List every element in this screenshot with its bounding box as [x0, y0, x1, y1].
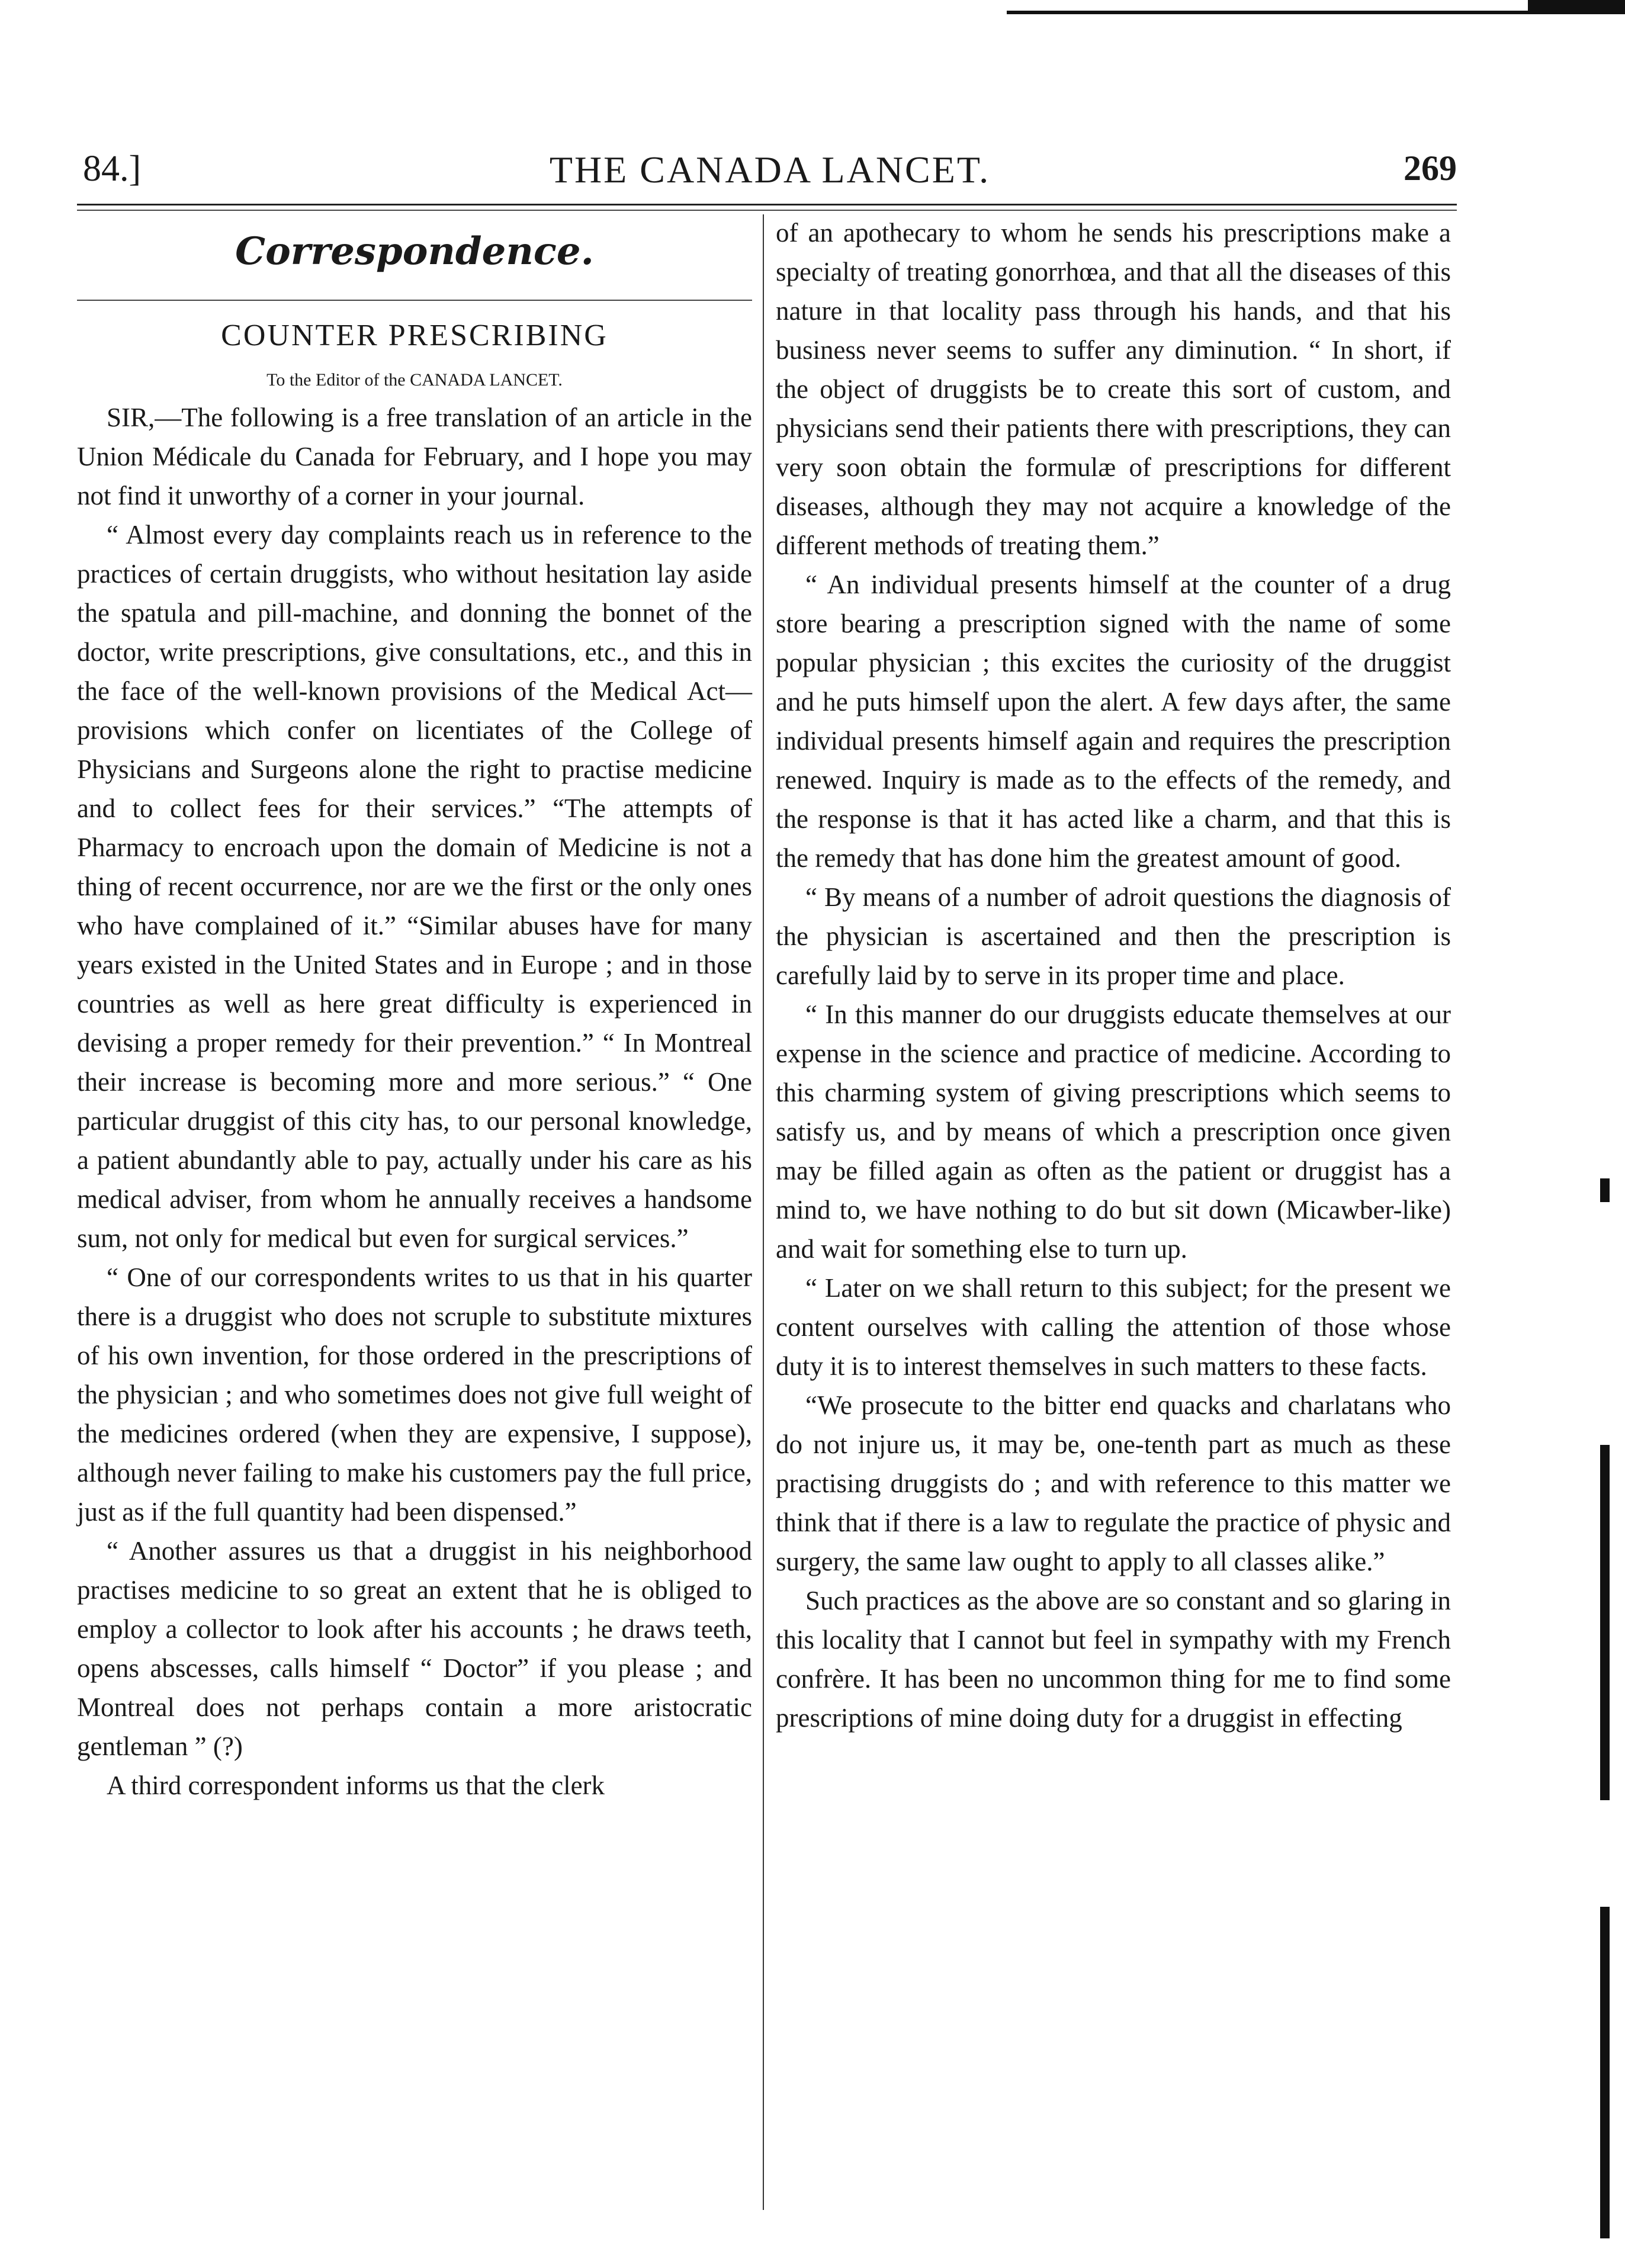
article-addressee: To the Editor of the CANADA LANCET.	[266, 370, 563, 390]
paragraph: “ An individual presents himself at the counter of a drug store bearing a prescription signed with the name of some popular physician ; this excites the curiosity of the druggist and he puts himself upon the alert. A few days after, the same individual presents himself again and requires the prescription renewed. Inquiry is made as to the effects of the remedy, and the response is that it has acted like a charm, and that this is the remedy that has done him the greatest amount of good.	[776, 570, 1451, 873]
scan-edge-mark	[1600, 1907, 1610, 2238]
right-column	[776, 213, 1451, 1737]
paragraph: “ Another assures us that a druggist in his neighborhood practises medicine to so great an extent that he is obliged to employ a collector to look after his accounts ; he draws teeth, opens abscesses, calls himself “ Doctor” if you please ; and Montreal does not perhaps contain a more aristocratic gentleman ” (?)	[77, 1536, 752, 1761]
left-column	[77, 213, 752, 1805]
scan-edge-mark	[1600, 1445, 1610, 1800]
article-title: COUNTER PRESCRIBING	[221, 319, 608, 352]
paragraph: “ Almost every day complaints reach us in reference to the practices of certain druggists, who without hesitation lay aside the spatula and pill-machine, and donning the bonnet of the doctor, write prescriptions, give consultations, etc., and this in the face of the well-known provisions of the Medical Act—provisions which confer on licentiates of the College of Physicians and Surgeons alone the right to practise medicine and to collect fees for their services.” “The attempts of Pharmacy to encroach upon the domain of Medicine is not a thing of recent occurrence, nor are we the first or the only ones who have complained of it.” “Similar abuses have for many years existed in the United States and in Europe ; and in those countries as well as here great difficulty is experienced in devising a proper remedy for their prevention.” “ In Montreal their increase is becoming more and more serious.” “ One particular druggist of this city has, to our personal knowledge, a patient abundantly able to pay, actually under his care as his medical adviser, from whom he annually receives a handsome sum, not only for medical but even for surgical services.”	[77, 520, 752, 1253]
running-head	[83, 148, 1457, 201]
paragraph: “ One of our correspondents writes to us that in his quarter there is a druggist who does not scruple to substitute mixtures of his own invention, for those ordered in the prescriptions of the physician ; and who sometimes does not give full weight of the medicines ordered (when they are expensive, I suppose), although never failing to make his customers pay the full price, just as if the full quantity had been dispensed.”	[77, 1263, 752, 1527]
paragraph: A third correspondent informs us that the clerk	[107, 1771, 605, 1800]
paragraph: “ Later on we shall return to this subject; for the present we content ourselves with calling the attention of those whose duty it is to interest themselves in such matters to these facts.	[776, 1273, 1451, 1381]
header-rule	[77, 210, 1457, 211]
paragraph: “ In this manner do our druggists educate themselves at our expense in the science and practice of medicine. According to this charming system of giving prescriptions which seems to satisfy us, and by means of which a prescription once given may be filled again as often as the patient or druggist has a mind to, we have nothing to do but sit down (Micawber-like) and wait for something else to turn up.	[776, 1000, 1451, 1264]
paragraph: SIR,—The following is a free translation of an article in the Union Médicale du Canada for February, and I hope you may not find it unworthy of a corner in your journal.	[77, 403, 752, 510]
journal-title: THE CANADA LANCET.	[549, 149, 991, 191]
paragraph: “We prosecute to the bitter end quacks and charlatans who do not injure us, it may be, one-tenth part as much as these practising druggists do ; and with reference to this matter we think that if there is a law to regulate the practice of physic and surgery, the same law ought to apply to all classes alike.”	[776, 1390, 1451, 1576]
page-number: 269	[1404, 149, 1457, 188]
page-section-marker: 84.]	[83, 149, 142, 189]
paragraph: “ By means of a number of adroit questions the diagnosis of the physician is ascertained and then the prescription is carefully laid by to serve in its proper time and place.	[776, 882, 1451, 990]
section-heading: Correspondence.	[235, 229, 594, 274]
scan-edge-mark	[1600, 1178, 1610, 1202]
paragraph: Such practices as the above are so constant and so glaring in this locality that I cannot but feel in sympathy with my French confrère. It has been no uncommon thing for me to find some prescriptions of mine doing duty for a druggist in effecting	[776, 1586, 1451, 1733]
section-rule	[77, 300, 752, 301]
paragraph: of an apothecary to whom he sends his prescriptions make a specialty of treating gonorrhœa, and that all the diseases of this nature in that locality pass through his hands, and that his business never seems to suffer any diminution. “ In short, if the object of druggists be to create this sort of custom, and physicians send their patients there with prescriptions, they can very soon obtain the formulæ of prescriptions for different diseases, although they may not acquire a knowledge of the different methods of treating them.”	[776, 218, 1451, 560]
header-rule	[77, 204, 1457, 205]
scan-edge-block	[1528, 0, 1625, 13]
column-divider	[763, 214, 764, 2210]
